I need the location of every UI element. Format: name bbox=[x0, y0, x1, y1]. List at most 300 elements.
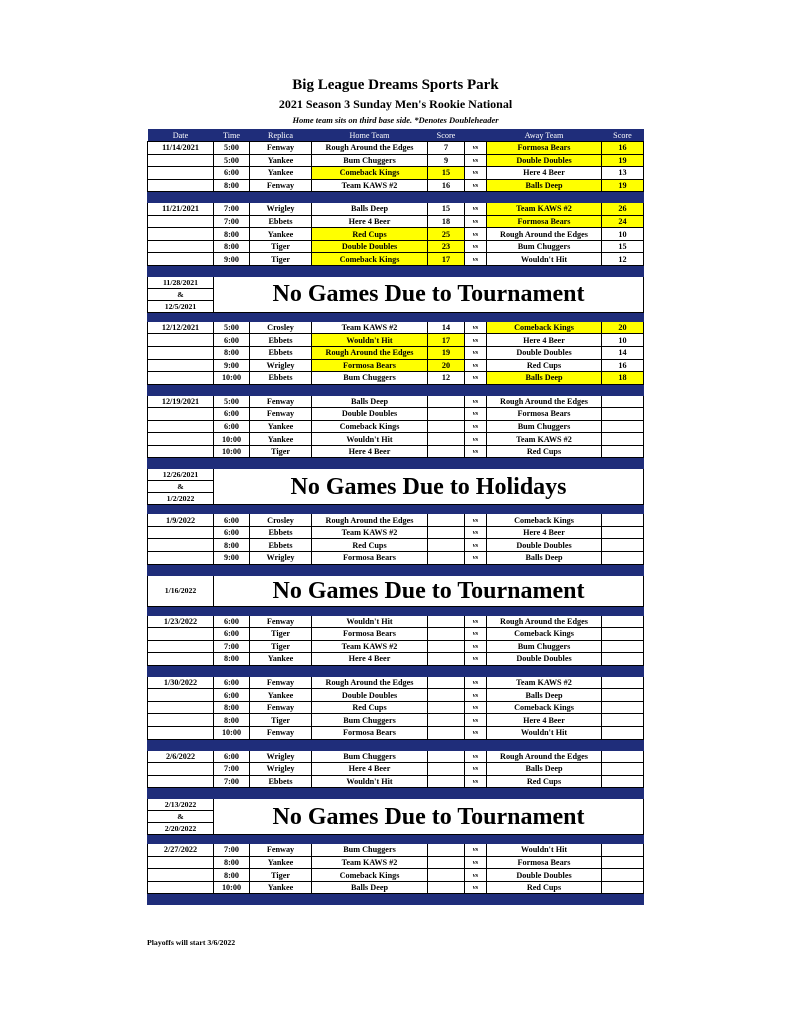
home-team: Bum Chuggers bbox=[312, 844, 428, 857]
home-team: Team KAWS #2 bbox=[312, 321, 428, 334]
home-team: Double Doubles bbox=[312, 240, 428, 253]
home-score: 7 bbox=[428, 142, 465, 155]
separator-bar bbox=[148, 192, 644, 203]
game-date bbox=[148, 445, 214, 458]
home-team: Balls Deep bbox=[312, 395, 428, 408]
home-score bbox=[428, 628, 465, 641]
away-team: Wouldn't Hit bbox=[487, 844, 602, 857]
game-time: 10:00 bbox=[214, 726, 250, 739]
game-field: Yankee bbox=[250, 881, 312, 894]
col-header-home-team: Home Team bbox=[312, 129, 428, 142]
home-team: Double Doubles bbox=[312, 689, 428, 702]
game-field: Wrigley bbox=[250, 763, 312, 776]
game-field: Tiger bbox=[250, 445, 312, 458]
away-score bbox=[602, 433, 644, 446]
home-score bbox=[428, 701, 465, 714]
home-team: Balls Deep bbox=[312, 203, 428, 216]
section-separator bbox=[148, 192, 644, 203]
home-score bbox=[428, 552, 465, 565]
game-time: 8:00 bbox=[214, 240, 250, 253]
vs-label: vs bbox=[465, 228, 487, 241]
home-score: 9 bbox=[428, 154, 465, 167]
home-team: Red Cups bbox=[312, 539, 428, 552]
game-date bbox=[148, 167, 214, 180]
away-team: Here 4 Beer bbox=[487, 167, 602, 180]
game-row bbox=[148, 750, 644, 763]
game-date bbox=[148, 539, 214, 552]
away-score: 19 bbox=[602, 179, 644, 192]
section-separator bbox=[148, 606, 644, 615]
away-team: Balls Deep bbox=[487, 763, 602, 776]
game-row bbox=[148, 701, 644, 714]
game-date bbox=[148, 869, 214, 882]
game-field: Ebbets bbox=[250, 526, 312, 539]
game-row bbox=[148, 372, 644, 385]
game-time: 8:00 bbox=[214, 653, 250, 666]
game-field: Fenway bbox=[250, 142, 312, 155]
home-score: 16 bbox=[428, 179, 465, 192]
away-team: Here 4 Beer bbox=[487, 334, 602, 347]
game-field: Fenway bbox=[250, 701, 312, 714]
game-date bbox=[148, 359, 214, 372]
section-separator bbox=[148, 312, 644, 321]
vs-label: vs bbox=[465, 689, 487, 702]
section-separator bbox=[148, 458, 644, 469]
away-score: 10 bbox=[602, 228, 644, 241]
away-score: 18 bbox=[602, 372, 644, 385]
game-row bbox=[148, 154, 644, 167]
away-score bbox=[602, 676, 644, 689]
away-score: 26 bbox=[602, 203, 644, 216]
page-title: Big League Dreams Sports Park bbox=[292, 77, 499, 93]
game-time: 8:00 bbox=[214, 228, 250, 241]
vs-label: vs bbox=[465, 445, 487, 458]
vs-label: vs bbox=[465, 539, 487, 552]
game-time: 10:00 bbox=[214, 433, 250, 446]
vs-label: vs bbox=[465, 881, 487, 894]
away-score: 20 bbox=[602, 321, 644, 334]
away-score bbox=[602, 514, 644, 527]
game-field: Fenway bbox=[250, 676, 312, 689]
schedule-note: Home team sits on third base side. *Denotes Doubleheader bbox=[292, 115, 499, 125]
away-score: 12 bbox=[602, 253, 644, 266]
home-score bbox=[428, 408, 465, 421]
notice-date: 1/2/2022 bbox=[148, 493, 214, 505]
away-team: Double Doubles bbox=[487, 869, 602, 882]
vs-label: vs bbox=[465, 154, 487, 167]
game-field: Wrigley bbox=[250, 750, 312, 763]
section-separator bbox=[148, 384, 644, 395]
section-separator bbox=[148, 665, 644, 676]
home-score bbox=[428, 689, 465, 702]
game-date bbox=[148, 347, 214, 360]
home-team: Red Cups bbox=[312, 701, 428, 714]
game-time: 7:00 bbox=[214, 215, 250, 228]
home-score: 12 bbox=[428, 372, 465, 385]
section-separator bbox=[148, 835, 644, 844]
home-score bbox=[428, 844, 465, 857]
game-row bbox=[148, 142, 644, 155]
game-field: Fenway bbox=[250, 844, 312, 857]
game-field: Tiger bbox=[250, 253, 312, 266]
separator-bar bbox=[148, 265, 644, 276]
game-row bbox=[148, 433, 644, 446]
game-date bbox=[148, 689, 214, 702]
vs-label: vs bbox=[465, 347, 487, 360]
away-team: Here 4 Beer bbox=[487, 526, 602, 539]
separator-bar bbox=[148, 835, 644, 844]
game-time: 8:00 bbox=[214, 869, 250, 882]
away-score: 24 bbox=[602, 215, 644, 228]
home-team: Wouldn't Hit bbox=[312, 775, 428, 788]
game-date bbox=[148, 253, 214, 266]
separator-bar bbox=[148, 606, 644, 615]
game-row bbox=[148, 167, 644, 180]
no-games-banner: No Games Due to Holidays bbox=[214, 469, 644, 505]
vs-label: vs bbox=[465, 142, 487, 155]
section-separator bbox=[148, 505, 644, 514]
away-score bbox=[602, 726, 644, 739]
game-time: 7:00 bbox=[214, 640, 250, 653]
game-field: Fenway bbox=[250, 395, 312, 408]
home-team: Rough Around the Edges bbox=[312, 142, 428, 155]
away-team: Red Cups bbox=[487, 881, 602, 894]
away-team: Wouldn't Hit bbox=[487, 726, 602, 739]
no-games-banner: No Games Due to Tournament bbox=[214, 799, 644, 835]
home-team: Rough Around the Edges bbox=[312, 347, 428, 360]
game-date bbox=[148, 154, 214, 167]
game-row bbox=[148, 321, 644, 334]
home-score bbox=[428, 869, 465, 882]
col-header-time: Time bbox=[214, 129, 250, 142]
home-score bbox=[428, 653, 465, 666]
section-separator bbox=[148, 788, 644, 799]
col-header-replica: Replica bbox=[250, 129, 312, 142]
away-score bbox=[602, 701, 644, 714]
home-score: 20 bbox=[428, 359, 465, 372]
away-team: Rough Around the Edges bbox=[487, 615, 602, 628]
schedule-table-wrapper bbox=[147, 129, 644, 905]
vs-label: vs bbox=[465, 726, 487, 739]
no-games-banner: No Games Due to Tournament bbox=[214, 276, 644, 312]
vs-label: vs bbox=[465, 653, 487, 666]
home-score bbox=[428, 539, 465, 552]
page-subtitle: 2021 Season 3 Sunday Men's Rookie National bbox=[278, 97, 513, 111]
section-separator bbox=[148, 739, 644, 750]
game-date: 12/19/2021 bbox=[148, 395, 214, 408]
home-score bbox=[428, 763, 465, 776]
home-team: Here 4 Beer bbox=[312, 445, 428, 458]
game-field: Crosley bbox=[250, 514, 312, 527]
home-team: Here 4 Beer bbox=[312, 763, 428, 776]
schedule-body bbox=[148, 142, 644, 905]
separator-bar bbox=[148, 505, 644, 514]
col-header-date: Date bbox=[148, 129, 214, 142]
away-score bbox=[602, 750, 644, 763]
home-team: Formosa Bears bbox=[312, 726, 428, 739]
home-team: Comeback Kings bbox=[312, 167, 428, 180]
game-time: 8:00 bbox=[214, 714, 250, 727]
home-team: Team KAWS #2 bbox=[312, 526, 428, 539]
away-score bbox=[602, 869, 644, 882]
vs-label: vs bbox=[465, 701, 487, 714]
away-team: Comeback Kings bbox=[487, 701, 602, 714]
game-time: 6:00 bbox=[214, 526, 250, 539]
game-date: 2/27/2022 bbox=[148, 844, 214, 857]
home-team: Wouldn't Hit bbox=[312, 615, 428, 628]
vs-label: vs bbox=[465, 526, 487, 539]
game-time: 10:00 bbox=[214, 881, 250, 894]
away-score bbox=[602, 844, 644, 857]
notice-row bbox=[148, 469, 644, 481]
away-score bbox=[602, 689, 644, 702]
game-row bbox=[148, 714, 644, 727]
col-header-away-score: Score bbox=[602, 129, 644, 142]
vs-label: vs bbox=[465, 775, 487, 788]
game-time: 6:00 bbox=[214, 334, 250, 347]
game-time: 6:00 bbox=[214, 676, 250, 689]
game-field: Fenway bbox=[250, 615, 312, 628]
vs-label: vs bbox=[465, 433, 487, 446]
game-row bbox=[148, 844, 644, 857]
away-team: Bum Chuggers bbox=[487, 640, 602, 653]
separator-bar bbox=[148, 894, 644, 905]
playoffs-note: Playoffs will start 3/6/2022 bbox=[147, 938, 236, 947]
notice-date: & bbox=[148, 288, 214, 300]
home-team: Team KAWS #2 bbox=[312, 640, 428, 653]
notice-date: 11/28/2021 bbox=[148, 276, 214, 288]
game-field: Tiger bbox=[250, 240, 312, 253]
away-score bbox=[602, 653, 644, 666]
game-time: 8:00 bbox=[214, 347, 250, 360]
game-time: 10:00 bbox=[214, 445, 250, 458]
game-time: 10:00 bbox=[214, 372, 250, 385]
vs-label: vs bbox=[465, 750, 487, 763]
home-team: Comeback Kings bbox=[312, 869, 428, 882]
separator-bar bbox=[148, 312, 644, 321]
away-team: Formosa Bears bbox=[487, 142, 602, 155]
col-header-home-score: Score bbox=[428, 129, 465, 142]
game-field: Yankee bbox=[250, 228, 312, 241]
game-row bbox=[148, 763, 644, 776]
game-field: Tiger bbox=[250, 640, 312, 653]
home-team: Red Cups bbox=[312, 228, 428, 241]
vs-label: vs bbox=[465, 856, 487, 869]
home-team: Wouldn't Hit bbox=[312, 433, 428, 446]
home-score bbox=[428, 856, 465, 869]
away-team: Team KAWS #2 bbox=[487, 433, 602, 446]
home-team: Here 4 Beer bbox=[312, 653, 428, 666]
away-team: Formosa Bears bbox=[487, 856, 602, 869]
game-time: 5:00 bbox=[214, 142, 250, 155]
away-team: Bum Chuggers bbox=[487, 240, 602, 253]
home-score bbox=[428, 445, 465, 458]
game-date: 1/9/2022 bbox=[148, 514, 214, 527]
away-score bbox=[602, 420, 644, 433]
home-team: Formosa Bears bbox=[312, 359, 428, 372]
game-row bbox=[148, 775, 644, 788]
game-date bbox=[148, 628, 214, 641]
schedule-table bbox=[147, 129, 644, 905]
game-field: Fenway bbox=[250, 179, 312, 192]
home-score: 23 bbox=[428, 240, 465, 253]
home-team: Bum Chuggers bbox=[312, 372, 428, 385]
vs-label: vs bbox=[465, 844, 487, 857]
away-score bbox=[602, 395, 644, 408]
game-field: Ebbets bbox=[250, 775, 312, 788]
game-row bbox=[148, 253, 644, 266]
game-row bbox=[148, 628, 644, 641]
game-time: 6:00 bbox=[214, 628, 250, 641]
away-team: Double Doubles bbox=[487, 347, 602, 360]
vs-label: vs bbox=[465, 628, 487, 641]
game-date bbox=[148, 640, 214, 653]
home-score bbox=[428, 433, 465, 446]
notice-date: & bbox=[148, 811, 214, 823]
away-score bbox=[602, 775, 644, 788]
col-header-vs bbox=[465, 129, 487, 142]
section-separator bbox=[148, 564, 644, 575]
notice-row bbox=[148, 575, 644, 606]
away-score bbox=[602, 526, 644, 539]
no-games-banner: No Games Due to Tournament bbox=[214, 575, 644, 606]
game-row bbox=[148, 881, 644, 894]
game-date bbox=[148, 763, 214, 776]
game-field: Tiger bbox=[250, 628, 312, 641]
home-team: Comeback Kings bbox=[312, 420, 428, 433]
away-score bbox=[602, 615, 644, 628]
away-team: Rough Around the Edges bbox=[487, 395, 602, 408]
game-row bbox=[148, 334, 644, 347]
game-field: Crosley bbox=[250, 321, 312, 334]
vs-label: vs bbox=[465, 676, 487, 689]
home-score bbox=[428, 420, 465, 433]
game-time: 7:00 bbox=[214, 844, 250, 857]
game-row bbox=[148, 653, 644, 666]
game-date bbox=[148, 240, 214, 253]
home-team: Bum Chuggers bbox=[312, 714, 428, 727]
game-row bbox=[148, 514, 644, 527]
away-team: Comeback Kings bbox=[487, 628, 602, 641]
game-row bbox=[148, 856, 644, 869]
home-score: 18 bbox=[428, 215, 465, 228]
home-score: 25 bbox=[428, 228, 465, 241]
separator-bar bbox=[148, 788, 644, 799]
game-field: Wrigley bbox=[250, 552, 312, 565]
game-time: 5:00 bbox=[214, 395, 250, 408]
game-date bbox=[148, 372, 214, 385]
game-date bbox=[148, 653, 214, 666]
game-time: 8:00 bbox=[214, 179, 250, 192]
home-score bbox=[428, 714, 465, 727]
notice-date: 12/5/2021 bbox=[148, 300, 214, 312]
away-score bbox=[602, 539, 644, 552]
away-score: 13 bbox=[602, 167, 644, 180]
away-team: Double Doubles bbox=[487, 539, 602, 552]
game-field: Yankee bbox=[250, 154, 312, 167]
game-row bbox=[148, 408, 644, 421]
away-team: Balls Deep bbox=[487, 552, 602, 565]
vs-label: vs bbox=[465, 372, 487, 385]
game-time: 8:00 bbox=[214, 701, 250, 714]
game-time: 6:00 bbox=[214, 514, 250, 527]
notice-row bbox=[148, 276, 644, 288]
away-score: 15 bbox=[602, 240, 644, 253]
away-team: Bum Chuggers bbox=[487, 420, 602, 433]
separator-bar bbox=[148, 384, 644, 395]
game-date bbox=[148, 215, 214, 228]
game-time: 7:00 bbox=[214, 203, 250, 216]
game-time: 7:00 bbox=[214, 775, 250, 788]
game-time: 6:00 bbox=[214, 420, 250, 433]
game-time: 5:00 bbox=[214, 321, 250, 334]
separator-bar bbox=[148, 739, 644, 750]
game-time: 5:00 bbox=[214, 154, 250, 167]
away-score bbox=[602, 714, 644, 727]
game-time: 9:00 bbox=[214, 253, 250, 266]
game-date bbox=[148, 881, 214, 894]
game-time: 9:00 bbox=[214, 359, 250, 372]
game-field: Yankee bbox=[250, 689, 312, 702]
away-team: Red Cups bbox=[487, 359, 602, 372]
home-score: 19 bbox=[428, 347, 465, 360]
away-score bbox=[602, 763, 644, 776]
game-time: 8:00 bbox=[214, 539, 250, 552]
separator-bar bbox=[148, 458, 644, 469]
notice-date: 1/16/2022 bbox=[148, 575, 214, 606]
game-date: 12/12/2021 bbox=[148, 321, 214, 334]
away-team: Comeback Kings bbox=[487, 514, 602, 527]
col-header-away-team: Away Team bbox=[487, 129, 602, 142]
game-field: Tiger bbox=[250, 869, 312, 882]
game-time: 6:00 bbox=[214, 167, 250, 180]
home-team: Rough Around the Edges bbox=[312, 514, 428, 527]
vs-label: vs bbox=[465, 869, 487, 882]
away-team: Team KAWS #2 bbox=[487, 676, 602, 689]
vs-label: vs bbox=[465, 240, 487, 253]
home-team: Formosa Bears bbox=[312, 552, 428, 565]
away-score bbox=[602, 640, 644, 653]
vs-label: vs bbox=[465, 552, 487, 565]
away-score: 16 bbox=[602, 359, 644, 372]
vs-label: vs bbox=[465, 408, 487, 421]
home-score: 15 bbox=[428, 167, 465, 180]
game-date bbox=[148, 433, 214, 446]
home-score bbox=[428, 750, 465, 763]
game-row bbox=[148, 347, 644, 360]
notice-date: 2/20/2022 bbox=[148, 823, 214, 835]
game-field: Ebbets bbox=[250, 334, 312, 347]
game-date bbox=[148, 334, 214, 347]
home-team: Comeback Kings bbox=[312, 253, 428, 266]
game-field: Fenway bbox=[250, 408, 312, 421]
vs-label: vs bbox=[465, 420, 487, 433]
game-date bbox=[148, 179, 214, 192]
home-team: Wouldn't Hit bbox=[312, 334, 428, 347]
home-score bbox=[428, 514, 465, 527]
away-team: Rough Around the Edges bbox=[487, 750, 602, 763]
away-team: Red Cups bbox=[487, 445, 602, 458]
game-time: 6:00 bbox=[214, 615, 250, 628]
vs-label: vs bbox=[465, 640, 487, 653]
game-date bbox=[148, 526, 214, 539]
game-row bbox=[148, 215, 644, 228]
game-field: Ebbets bbox=[250, 372, 312, 385]
game-date bbox=[148, 701, 214, 714]
game-date: 1/23/2022 bbox=[148, 615, 214, 628]
home-score bbox=[428, 615, 465, 628]
away-score: 16 bbox=[602, 142, 644, 155]
